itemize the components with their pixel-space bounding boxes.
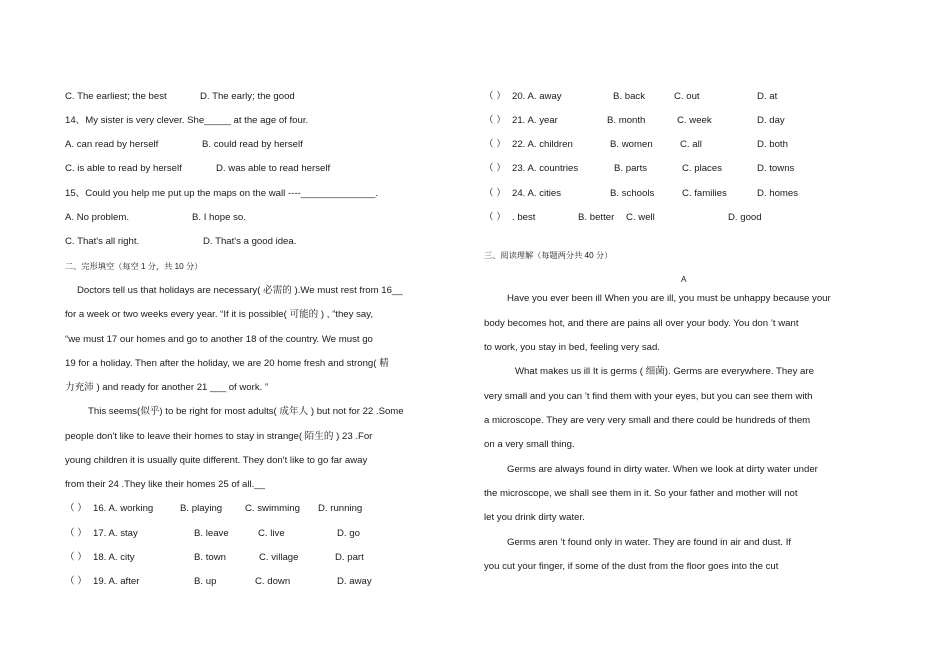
q15-option-d: D. That's a good idea. [203,236,297,247]
answer-bracket[interactable]: （ ） [484,188,506,199]
choice-d: D. part [335,552,364,563]
choice-a: 18. A. city [93,552,135,563]
choice-c: C. all [680,139,702,150]
choice-d: D. towns [757,163,795,174]
reading-line: a microscope. They are very very small and there could be hundreds of them [484,415,811,426]
passage-line: This seems(似乎) to be right for most adults( 成年人 ) but not for 22 .Some [88,406,404,417]
q14-stem: 14、My sister is very clever. She_____ at the age of four. [65,115,309,126]
q15-option-b: B. I hope so. [192,212,246,223]
passage-line: “we must 17 our homes and go to another 18 of the country. We must go [65,334,373,345]
choice-a: 24. A. cities [512,188,562,199]
reading-line: let you drink dirty water. [484,512,585,523]
passage-line: 19 for a holiday. Then after the holiday, we are 20 home fresh and strong( 精 [65,358,389,369]
section2-title: 二、完形填空（每空 1 分，共 10 分） [65,262,203,271]
choice-c: C. families [682,188,727,199]
choice-c: C. live [258,528,285,539]
reading-line: you cut your finger, if some of the dust from the floor goes into the cut [484,561,779,572]
choice-c: C. out [674,91,700,102]
choice-b: B. schools [610,188,655,199]
passage-line: people don't like to leave their homes to stay in strange( 陌生的 ) 23 .For [65,431,373,442]
choice-a: 16. A. working [93,503,154,514]
choice-c: C. down [255,576,291,587]
choice-c: C. places [682,163,722,174]
choice-a: 21. A. year [512,115,558,126]
choice-d: D. away [337,576,372,587]
q13-option-d: D. The early; the good [200,91,295,102]
choice-d: D. at [757,91,778,102]
q14-option-c: C. is able to read by herself [65,163,182,174]
answer-bracket[interactable]: （ ） [484,212,506,223]
passage-line: Doctors tell us that holidays are necessary( 必需的 ).We must rest from 16__ [77,285,403,296]
q14-option-a: A. can read by herself [65,139,159,150]
choice-b: B. leave [194,528,229,539]
q13-option-c: C. The earliest; the best [65,91,167,102]
choice-b: B. playing [180,503,223,514]
answer-bracket[interactable]: （ ） [484,115,506,126]
choice-a: 17. A. stay [93,528,138,539]
passage-label: A [681,275,687,284]
reading-line: on a very small thing. [484,439,575,450]
reading-line: Germs aren ’t found only in water. They are found in air and dust. If [507,537,792,548]
choice-b: B. better [578,212,615,223]
passage-line: for a week or two weeks every year. “If it is possible( 可能的 ) , ”they say, [65,309,373,320]
q14-option-d: D. was able to read herself [216,163,331,174]
choice-c: C. well [626,212,655,223]
answer-bracket[interactable]: （ ） [484,163,506,174]
reading-line: very small and you can ’t find them with your eyes, but you can see them with [484,391,813,402]
q14-option-b: B. could read by herself [202,139,303,150]
choice-a: 19. A. after [93,576,140,587]
choice-d: D. both [757,139,788,150]
choice-a: 20. A. away [512,91,562,102]
section3-title: 三、阅读理解（每题两分共 40 分） [484,251,613,260]
choice-c: C. swimming [245,503,300,514]
answer-bracket[interactable]: （ ） [484,91,506,102]
answer-bracket[interactable]: （ ） [65,552,87,563]
choice-b: B. town [194,552,226,563]
passage-line: young children it is usually quite different. They don't like to go far away [65,455,368,466]
choice-d: D. running [318,503,363,514]
reading-line: What makes us ill It is germs ( 细菌). Germs are everywhere. They are [515,366,814,377]
choice-a: . best [512,212,536,223]
choice-a: 23. A. countries [512,163,579,174]
choice-b: B. up [194,576,217,587]
choice-b: B. month [607,115,646,126]
q15-option-a: A. No problem. [65,212,129,223]
reading-line: Have you ever been ill When you are ill, you must be unhappy because your [507,293,831,304]
choice-c: C. week [677,115,712,126]
reading-line: the microscope, we shall see them in it. So your father and mother will not [484,488,798,499]
choice-b: B. back [613,91,645,102]
choice-c: C. village [259,552,299,563]
reading-line: body becomes hot, and there are pains all over your body. You don ’t want [484,318,799,329]
q15-option-c: C. That's all right. [65,236,140,247]
choice-b: B. women [610,139,653,150]
choice-d: D. day [757,115,785,126]
q15-stem: 15、Could you help me put up the maps on the wall ----______________. [65,188,379,199]
passage-line: 力充沛 ) and ready for another 21 ___ of work. ” [65,382,269,393]
answer-bracket[interactable]: （ ） [65,528,87,539]
choice-d: D. go [337,528,360,539]
choice-d: D. good [728,212,762,223]
answer-bracket[interactable]: （ ） [65,576,87,587]
reading-line: Germs are always found in dirty water. When we look at dirty water under [507,464,818,475]
answer-bracket[interactable]: （ ） [65,503,87,514]
reading-line: to work, you stay in bed, feeling very sad. [484,342,660,353]
choice-b: B. parts [614,163,648,174]
choice-a: 22. A. children [512,139,573,150]
answer-bracket[interactable]: （ ） [484,139,506,150]
choice-d: D. homes [757,188,799,199]
passage-line: from their 24 .They like their homes 25 of all.__ [65,479,265,490]
